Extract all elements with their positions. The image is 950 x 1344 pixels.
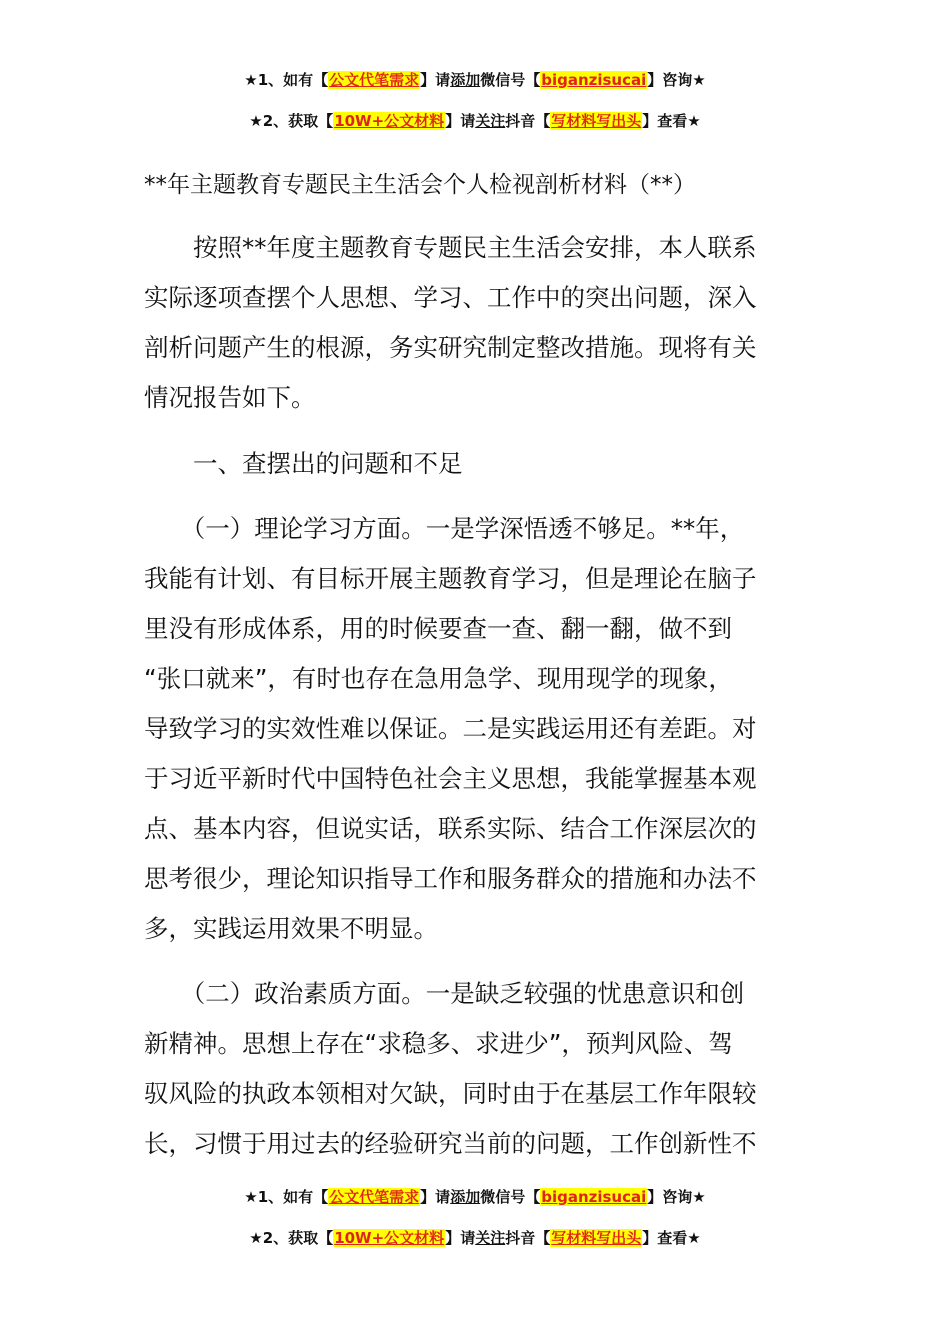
promo-prefix: ★2、获取【: [249, 1229, 334, 1247]
promo-suffix: 】咨询★: [647, 71, 706, 89]
promo-text: 抖音【: [505, 112, 551, 130]
body-line: 思考很少，理论知识指导工作和服务群众的措施和办法不: [144, 864, 757, 893]
document-title: **年主题教育专题民主生活会个人检视剖析材料（**）: [144, 172, 696, 198]
body-line: （一）理论学习方面。一是学深悟透不够足。**年，: [144, 514, 745, 543]
promo-prefix: ★1、如有【: [244, 1188, 329, 1206]
promo-text: 微信号【: [480, 71, 541, 89]
body-line: 按照**年度主题教育专题民主生活会安排，本人联系: [144, 233, 757, 262]
body-line: 里没有形成体系，用的时候要查一查、翻一翻，做不到: [144, 614, 732, 643]
promo-highlight-materials: 10W+公文材料: [334, 1229, 445, 1247]
body-line: 我能有计划、有目标开展主题教育学习，但是理论在脑子: [144, 564, 757, 593]
promo-text: 】请: [420, 71, 451, 89]
promo-text: 】请: [420, 1188, 451, 1206]
body-line: 情况报告如下。: [144, 383, 316, 412]
promo-underlined-text: 关注: [475, 1229, 506, 1247]
promo-prefix: ★1、如有【: [244, 71, 329, 89]
promo-highlight-wechat-id: biganzisucai: [541, 1188, 647, 1206]
body-line: 剖析问题产生的根源，务实研究制定整改措施。现将有关: [144, 333, 757, 362]
body-line: 实际逐项查摆个人思想、学习、工作中的突出问题，深入: [144, 283, 757, 312]
promo-highlight-wechat-id: biganzisucai: [541, 71, 647, 89]
promo-highlight-service: 公文代笔需求: [329, 71, 420, 89]
promo-text: 抖音【: [505, 1229, 551, 1247]
promo-suffix: 】查看★: [642, 112, 701, 130]
body-line: “张口就来”，有时也存在急用急学、现用现学的现象，: [144, 664, 733, 693]
promo-highlight-douyin: 写材料写出头: [551, 1229, 642, 1247]
section-heading: 一、查摆出的问题和不足: [144, 449, 463, 478]
promo-highlight-materials: 10W+公文材料: [334, 112, 445, 130]
body-line: （二）政治素质方面。一是缺乏较强的忧患意识和创: [144, 979, 745, 1008]
promo-underlined-text: 添加: [450, 1188, 481, 1206]
body-line: 长，习惯于用过去的经验研究当前的问题，工作创新性不: [144, 1129, 757, 1158]
promo-highlight-service: 公文代笔需求: [329, 1188, 420, 1206]
promo-suffix: 】咨询★: [647, 1188, 706, 1206]
body-line: 于习近平新时代中国特色社会主义思想，我能掌握基本观: [144, 764, 757, 793]
promo-suffix: 】查看★: [642, 1229, 701, 1247]
body-line: 新精神。思想上存在“求稳多、求进少”，预判风险、驾: [144, 1029, 733, 1058]
body-line: 驭风险的执政本领相对欠缺，同时由于在基层工作年限较: [144, 1079, 757, 1108]
promo-underlined-text: 关注: [475, 112, 506, 130]
footer-promo-line-2: [0, 1227, 950, 1249]
footer-promo-line-1: [0, 1186, 950, 1208]
header-promo-line-1: [0, 69, 950, 91]
body-line: 多，实践运用效果不明显。: [144, 914, 438, 943]
promo-text: 】请: [445, 112, 476, 130]
body-line: 点、基本内容，但说实话，联系实际、结合工作深层次的: [144, 814, 757, 843]
promo-underlined-text: 添加: [450, 71, 481, 89]
promo-highlight-douyin: 写材料写出头: [551, 112, 642, 130]
body-line: 导致学习的实效性难以保证。二是实践运用还有差距。对: [144, 714, 757, 743]
promo-prefix: ★2、获取【: [249, 112, 334, 130]
header-promo-line-2: [0, 110, 950, 132]
promo-text: 】请: [445, 1229, 476, 1247]
promo-text: 微信号【: [480, 1188, 541, 1206]
